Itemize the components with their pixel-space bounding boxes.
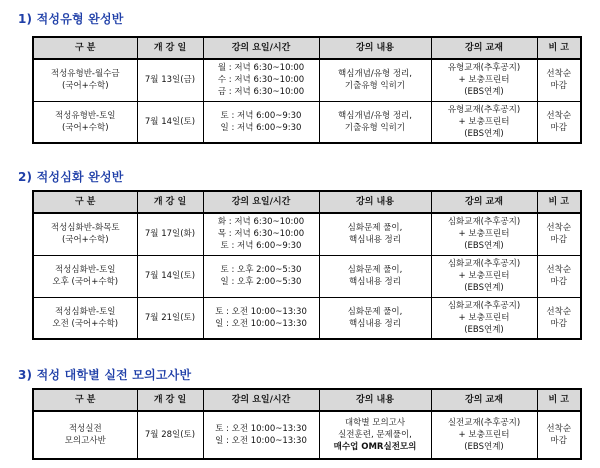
- start-date-cell: 7월 14일(토): [137, 101, 203, 143]
- header-category: 구 분: [33, 389, 137, 411]
- header-content: 강의 내용: [319, 191, 431, 213]
- textbook-cell: 심화교재(추후공지) + 보충프린터 (EBS연계): [431, 213, 537, 255]
- schedule-table-2: [32, 190, 582, 340]
- content-cell: 심화문제 풀이, 핵심내용 정리: [319, 297, 431, 339]
- textbook-cell: 심화교재(추후공지) + 보충프린터 (EBS연계): [431, 255, 537, 297]
- class-name-cell: 적성실전 모의고사반: [33, 411, 137, 459]
- table-row: [33, 297, 581, 339]
- header-textbook: 강의 교재: [431, 191, 537, 213]
- class-name-cell: 적성심화반-화목토 (국어+수학): [33, 213, 137, 255]
- schedule-cell: 화 : 저녁 6:30~10:00 목 : 저녁 6:30~10:00 토 : 저녁 6:00~9:30: [203, 213, 319, 255]
- header-start-date: 개 강 일: [137, 191, 203, 213]
- header-note: 비 고: [537, 389, 581, 411]
- class-name-cell: 적성심화반-토일 오후 (국어+수학): [33, 255, 137, 297]
- table-row: [33, 411, 581, 459]
- class-name-cell: 적성심화반-토일 오전 (국어+수학): [33, 297, 137, 339]
- class-name-cell: 적성유형반-토일 (국어+수학): [33, 101, 137, 143]
- header-note: 비 고: [537, 191, 581, 213]
- note-cell: 선착순 마감: [537, 101, 581, 143]
- schedule-cell: 토 : 오전 10:00~13:30 일 : 오전 10:00~13:30: [203, 297, 319, 339]
- class-name-cell: 적성유형반-월수금 (국어+수학): [33, 59, 137, 101]
- table-row: [33, 255, 581, 297]
- header-textbook: 강의 교재: [431, 37, 537, 59]
- note-cell: 선착순 마감: [537, 411, 581, 459]
- header-content: 강의 내용: [319, 389, 431, 411]
- start-date-cell: 7월 28일(토): [137, 411, 203, 459]
- table-header-row: [33, 389, 581, 411]
- schedule-cell: 토 : 저녁 6:00~9:30 일 : 저녁 6:00~9:30: [203, 101, 319, 143]
- table-row: [33, 59, 581, 101]
- content-cell: 대학별 모의고사 실전훈련, 문제풀이, 매수업 OMR실전모의: [319, 411, 431, 459]
- note-cell: 선착순 마감: [537, 297, 581, 339]
- start-date-cell: 7월 21일(토): [137, 297, 203, 339]
- schedule-cell: 토 : 오전 10:00~13:30 일 : 오전 10:00~13:30: [203, 411, 319, 459]
- content-cell: 심화문제 풀이, 핵심내용 정리: [319, 213, 431, 255]
- start-date-cell: 7월 17일(화): [137, 213, 203, 255]
- header-textbook: 강의 교재: [431, 389, 537, 411]
- schedule-table-3: [32, 388, 582, 460]
- header-start-date: 개 강 일: [137, 37, 203, 59]
- note-cell: 선착순 마감: [537, 255, 581, 297]
- header-category: 구 분: [33, 37, 137, 59]
- textbook-cell: 유형교재(추후공지) + 보충프린터 (EBS연계): [431, 59, 537, 101]
- table-row: [33, 213, 581, 255]
- section-title-2: 2) 적성심화 완성반: [18, 170, 124, 184]
- note-cell: 선착순 마감: [537, 213, 581, 255]
- table-header-row: [33, 37, 581, 59]
- header-schedule: 강의 요일/시간: [203, 191, 319, 213]
- textbook-cell: 심화교재(추후공지) + 보충프린터 (EBS연계): [431, 297, 537, 339]
- header-schedule: 강의 요일/시간: [203, 37, 319, 59]
- schedule-cell: 월 : 저녁 6:30~10:00 수 : 저녁 6:30~10:00 금 : 저녁 6:30~10:00: [203, 59, 319, 101]
- start-date-cell: 7월 14일(토): [137, 255, 203, 297]
- header-note: 비 고: [537, 37, 581, 59]
- table-row: [33, 101, 581, 143]
- table-header-row: [33, 191, 581, 213]
- section-title-3: 3) 적성 대학별 실전 모의고사반: [18, 368, 192, 382]
- note-cell: 선착순 마감: [537, 59, 581, 101]
- header-schedule: 강의 요일/시간: [203, 389, 319, 411]
- schedule-cell: 토 : 오후 2:00~5:30 일 : 오후 2:00~5:30: [203, 255, 319, 297]
- header-start-date: 개 강 일: [137, 389, 203, 411]
- textbook-cell: 실전교재(추후공지) + 보충프린터 (EBS연계): [431, 411, 537, 459]
- schedule-table-1: [32, 36, 582, 144]
- header-content: 강의 내용: [319, 37, 431, 59]
- start-date-cell: 7월 13일(금): [137, 59, 203, 101]
- content-cell: 핵심개념/유형 정리, 기출유형 익히기: [319, 59, 431, 101]
- content-cell: 핵심개념/유형 정리, 기출유형 익히기: [319, 101, 431, 143]
- section-title-1: 1) 적성유형 완성반: [18, 12, 124, 26]
- header-category: 구 분: [33, 191, 137, 213]
- textbook-cell: 유형교재(추후공지) + 보충프린터 (EBS연계): [431, 101, 537, 143]
- content-cell: 심화문제 풀이, 핵심내용 정리: [319, 255, 431, 297]
